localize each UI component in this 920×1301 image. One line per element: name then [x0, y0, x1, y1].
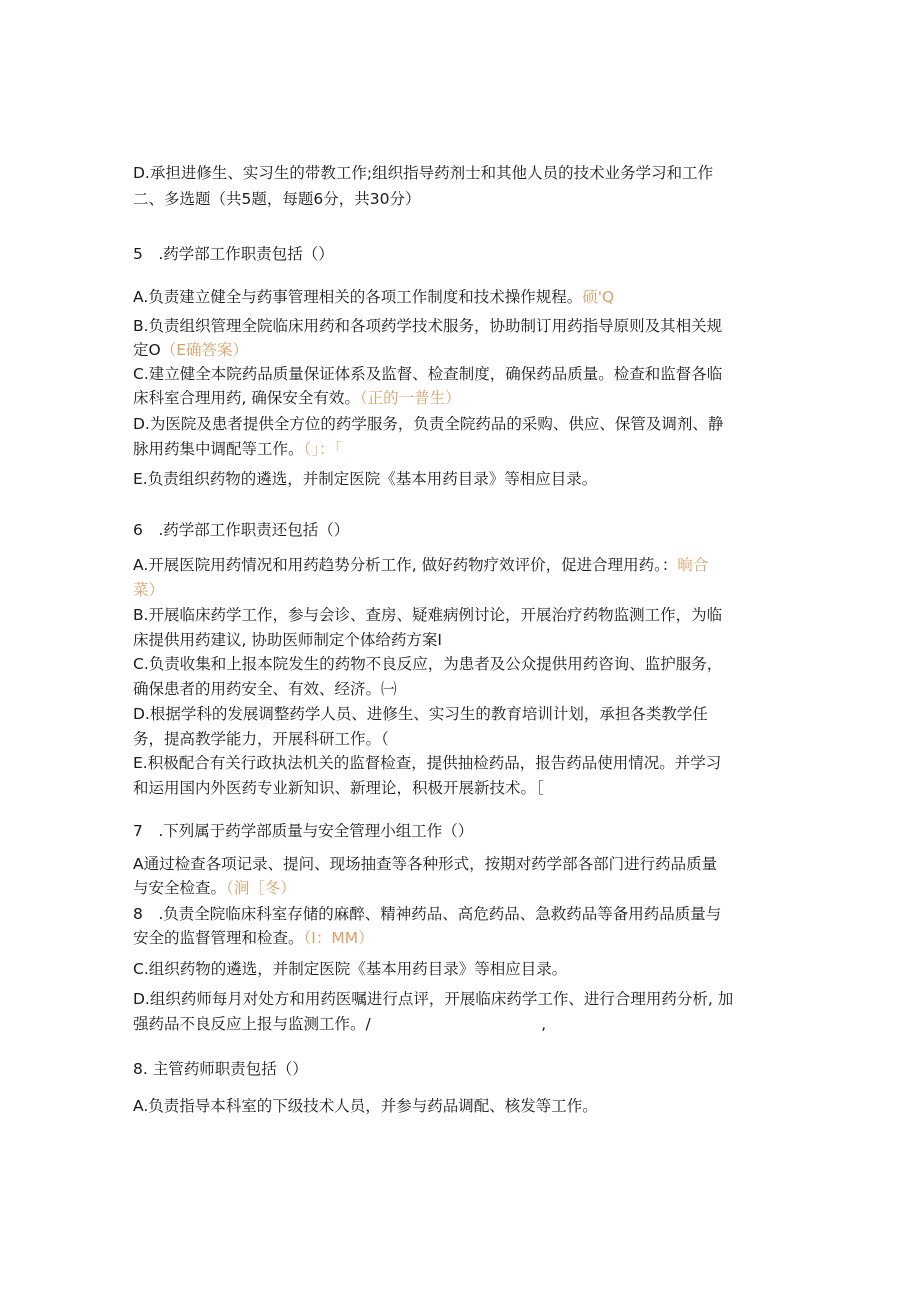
- answer-mark: （I：MM）: [303, 929, 374, 947]
- question-7-title: [133, 819, 793, 843]
- line-text: D.承担进修生、实习生的带教工作;组织指导药剂士和其他人员的技术业务学习和工作: [133, 164, 714, 182]
- line-text: 和运用国内外医药专业新知识、新理论，积极开展新技术。［: [133, 779, 544, 797]
- line-text: 脉用药集中调配等工作。: [133, 440, 304, 458]
- line-text: 安全的监督管理和检查。: [133, 929, 304, 947]
- line-text: A.开展医院用药情况和用药趋势分析工作, 做好药物疗效评价，促进合理用药。：: [133, 556, 678, 574]
- question-5-option-c-cont: [133, 386, 793, 410]
- question-6-option-b-cont: [133, 628, 793, 652]
- section-heading-multiple-choice: [133, 187, 793, 211]
- question-7-option-d-cont: [133, 1012, 793, 1036]
- answer-mark: 晌合: [677, 556, 709, 574]
- line-text: 强药品不良反应上报与监测工作。/ ,: [133, 1015, 547, 1033]
- line-text: 7 .下列属于药学部质量与安全管理小组工作（）: [133, 822, 474, 840]
- line-text: D.根据学科的发展调整药学人员、进修生、实习生的教育培训计划，承担各类教学任: [133, 705, 708, 723]
- text-line-d-teaching: [133, 161, 793, 185]
- line-text: 8. 主管药师职责包括（）: [133, 1060, 308, 1078]
- line-text: E.积极配合有关行政执法机关的监督检查，提供抽检药品，报告药品使用情况。并学习: [133, 754, 722, 772]
- line-text: 5 .药学部工作职责包括（）: [133, 245, 334, 263]
- line-text: C.负责收集和上报本院发生的药物不良反应，为患者及公众提供用药咨询、监护服务，: [133, 655, 723, 673]
- line-text: B.负责组织管理全院临床用药和各项药学技术服务，协助制订用药指导原则及其相关规: [133, 317, 723, 335]
- line-text: 定O: [133, 341, 161, 359]
- line-text: 与安全检查。: [133, 879, 227, 897]
- line-text: 确保患者的用药安全、有效、经济。㈠: [133, 680, 397, 698]
- answer-mark: （E确答案）: [160, 341, 248, 359]
- question-6-option-a-cont: [133, 578, 793, 602]
- line-text: 二、多选题（共5题，每题6分，共30分）: [133, 190, 421, 208]
- question-8-title: [133, 1057, 793, 1081]
- question-7-option-a-cont: [133, 876, 793, 900]
- question-6-option-b: [133, 603, 793, 627]
- question-8-option-a: [133, 1094, 793, 1118]
- line-text: 8 .负责全院临床科室存储的麻醉、精神药品、高危药品、急救药品等备用药品质量与: [133, 905, 722, 923]
- line-text: 床科室合理用药, 确保安全有效。: [133, 389, 360, 407]
- line-text: 务，提高教学能力，开展科研工作。（: [133, 730, 389, 748]
- line-text: C.组织药物的遴选，并制定医院《基本用药目录》等相应目录。: [133, 960, 568, 978]
- question-7-option-b-cont: [133, 926, 793, 950]
- answer-mark: 菜）: [133, 581, 165, 599]
- question-5-option-c: [133, 362, 793, 386]
- question-5-option-b: [133, 314, 793, 338]
- line-text: 床提供用药建议, 协助医师制定个体给药方案I: [133, 631, 442, 649]
- question-6-option-e: [133, 751, 793, 775]
- question-6-option-d-cont: [133, 727, 793, 751]
- question-7-option-d: [133, 987, 793, 1011]
- question-5-option-a: [133, 285, 793, 309]
- line-text: E.负责组织药物的遴选，并制定医院《基本用药目录》等相应目录。: [133, 470, 598, 488]
- question-7-option-b: [133, 902, 793, 926]
- line-text: D.为医院及患者提供全方位的药学服务，负责全院药品的采购、供应、保管及调剂、静: [133, 415, 724, 433]
- question-5-title: [133, 242, 793, 266]
- question-6-option-c-cont: [133, 677, 793, 701]
- line-text: D.组织药师每月对处方和用药医嘱进行点评，开展临床药学工作、进行合理用药分析, 加: [133, 990, 734, 1008]
- line-text: 6 .药学部工作职责还包括（）: [133, 521, 350, 539]
- question-6-title: [133, 518, 793, 542]
- question-7-option-c: [133, 957, 793, 981]
- question-7-option-a: [133, 852, 793, 876]
- line-text: C.建立健全本院药品质量保证体系及监督、检查制度，确保药品质量。检查和监督各临: [133, 365, 723, 383]
- question-5-option-d-cont: [133, 437, 793, 461]
- line-text: A通过检查各项记录、提问、现场抽查等各种形式，按期对药学部各部门进行药品质量: [133, 855, 718, 873]
- question-6-option-a: [133, 553, 793, 577]
- question-5-option-b-cont: [133, 338, 793, 362]
- answer-mark: （涧［冬）: [226, 879, 296, 897]
- answer-mark: （正的一普生）: [359, 389, 461, 407]
- answer-mark: （」：「: [303, 440, 343, 458]
- line-text: A.负责建立健全与药事管理相关的各项工作制度和技术操作规程。: [133, 288, 583, 306]
- question-5-option-d: [133, 412, 793, 436]
- question-5-option-e: [133, 467, 793, 491]
- question-6-option-d: [133, 702, 793, 726]
- line-text: B.开展临床药学工作，参与会诊、查房、疑难病例讨论，开展治疗药物监测工作，为临: [133, 606, 723, 624]
- answer-mark: 硕'Q: [582, 288, 615, 306]
- question-6-option-c: [133, 652, 793, 676]
- question-6-option-e-cont: [133, 776, 793, 800]
- line-text: A.负责指导本科室的下级技术人员，并参与药品调配、核发等工作。: [133, 1097, 598, 1115]
